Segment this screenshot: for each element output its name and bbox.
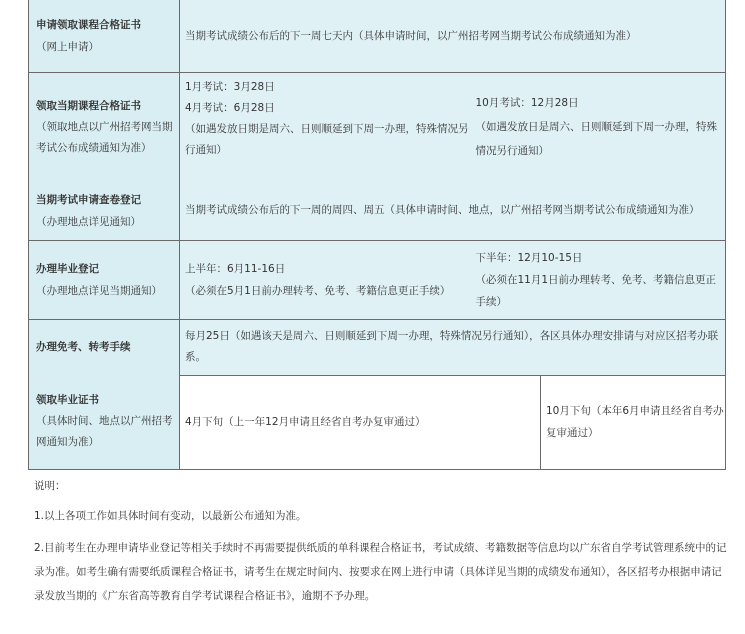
diploma-first-half: 4月下旬（上一年12月申请且经省自考办复审通过） <box>180 375 541 469</box>
notes-title: 说明： <box>34 480 66 492</box>
collect-cert-apr: 4月考试：6月28日 <box>185 101 275 114</box>
notes-section <box>28 474 728 608</box>
graduation-h2-dates: 下半年：12月10-15日 <box>475 251 583 264</box>
graduation-h2-note: （必须在11月1日前办理转考、免考、考籍信息更正手续） <box>475 273 717 308</box>
notes-item-1: 1.以上各项工作如具体时间有变动，以最新公布通知为准。 <box>34 510 307 522</box>
graduation-h1-dates: 上半年：6月11-16日 <box>185 262 286 275</box>
graduation-second-half <box>476 240 726 319</box>
graduation-subtitle: （办理地点详见当期通知） <box>36 284 162 297</box>
review-header <box>29 182 180 240</box>
review-title: 当期考试申请查卷登记 <box>36 193 141 206</box>
apply-cert-content: 当期考试成绩公布后的下一周七天内（具体申请时间，以广州招考网当期考试公布成绩通知为准） <box>180 0 726 72</box>
collect-cert-second-half <box>476 72 726 182</box>
apply-cert-subtitle: （网上申请） <box>36 40 99 53</box>
collect-cert-first-half <box>180 72 476 182</box>
diploma-second-half: 10月下旬（本年6月申请且经省自考办复审通过） <box>541 375 726 469</box>
collect-cert-subtitle: （领取地点以广州招考网当期考试公布成绩通知为准） <box>36 120 173 154</box>
exam-schedule-table <box>28 0 726 470</box>
row-diploma <box>29 375 726 469</box>
diploma-subtitle: （具体时间、地点以广州招考网通知为准） <box>36 415 173 449</box>
collect-cert-title: 领取当期课程合格证书 <box>36 99 141 112</box>
collect-cert-note-a: （如遇发放日期是周六、日则顺延到下周一办理，特殊情况另行通知） <box>185 122 469 156</box>
collect-cert-note-b: （如遇发放日是周六、日则顺延到下周一办理，特殊情况另行通知） <box>475 121 717 158</box>
diploma-title: 领取毕业证书 <box>36 394 99 407</box>
row-apply-cert <box>29 0 726 72</box>
row-collect-cert <box>29 72 726 182</box>
apply-cert-title: 申请领取课程合格证书 <box>36 18 141 31</box>
review-subtitle: （办理地点详见通知） <box>36 215 141 228</box>
row-review <box>29 182 726 240</box>
review-content: 当期考试成绩公布后的下一周的周四、周五（具体申请时间、地点，以广州招考网当期考试公布成绩通知为准） <box>180 182 726 240</box>
graduation-header <box>29 240 180 319</box>
notes-item-2: 2.目前考生在办理申请毕业登记等相关手续时不再需要提供纸质的单科课程合格证书，考试成绩、考籍数据等信息均以广东省自学考试管理系统中的记录为准。如考生确有需要纸质课程合格证书，请考生在规定时间内、按要求在网上进行申请（具体详见当期的成绩发布通知），各区招考办根据申请记录发放当期的《广东省高等教育自学考试课程合格证书》，逾期不予办理。 <box>34 542 727 602</box>
exempt-header: 办理免考、转考手续 <box>29 319 180 375</box>
apply-cert-header <box>29 0 180 72</box>
row-exempt <box>29 319 726 375</box>
row-graduation <box>29 240 726 319</box>
graduation-title: 办理毕业登记 <box>36 262 99 275</box>
collect-cert-oct: 10月考试：12月28日 <box>475 97 579 110</box>
graduation-h1-note: （必须在5月1日前办理转考、免考、考籍信息更正手续） <box>185 284 451 297</box>
graduation-first-half <box>180 240 476 319</box>
diploma-header <box>29 375 180 469</box>
exempt-content: 每月25日（如遇该天是周六、日则顺延到下周一办理，特殊情况另行通知），各区具体办理安排请与对应区招考办联系。 <box>180 319 726 375</box>
collect-cert-header <box>29 72 180 182</box>
collect-cert-jan: 1月考试：3月28日 <box>185 80 275 93</box>
